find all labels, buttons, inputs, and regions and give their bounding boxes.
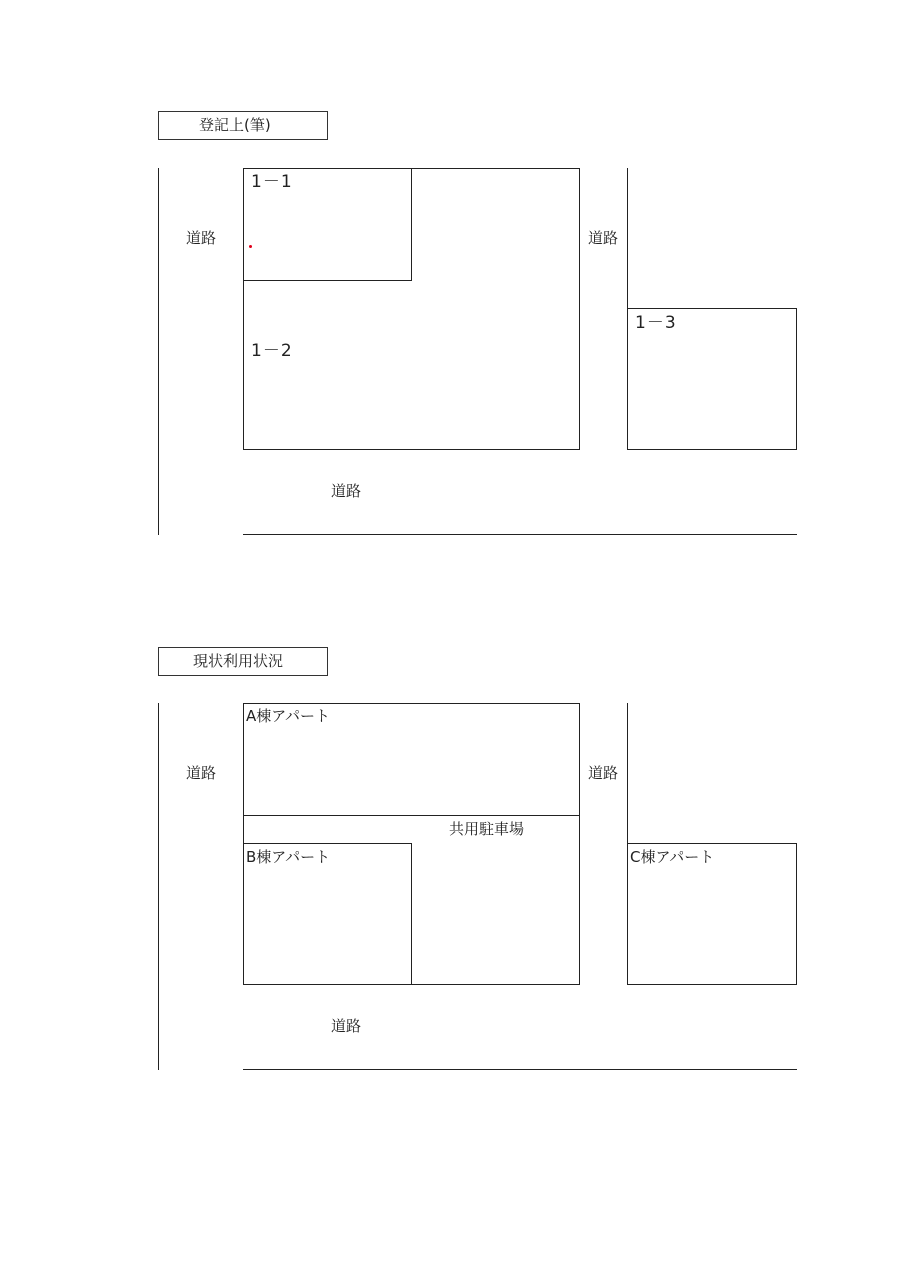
road-right-label: 道路 — [588, 229, 619, 247]
road-right-label-2: 道路 — [588, 764, 619, 782]
lot-1-2-label: 1－2 — [251, 341, 293, 361]
left-road-boundary-line-2 — [158, 703, 159, 1070]
location-marker — [249, 245, 252, 248]
lot-1-1-label: 1－1 — [251, 172, 293, 192]
left-road-boundary-line — [158, 168, 159, 535]
shared-parking-label: 共用駐車場 — [449, 820, 525, 838]
building-b-label: B棟アパート — [246, 848, 331, 866]
road-left-label: 道路 — [186, 229, 217, 247]
right-road-boundary-line-2 — [627, 703, 628, 844]
building-a-label: A棟アパート — [246, 707, 331, 725]
road-bottom-label-2: 道路 — [331, 1017, 362, 1035]
road-left-label-2: 道路 — [186, 764, 217, 782]
road-bottom-label: 道路 — [331, 482, 362, 500]
building-a-bottom-line — [243, 815, 580, 816]
current-use-title: 現状利用状況 — [193, 652, 284, 670]
bottom-road-boundary-line — [243, 534, 797, 535]
right-road-boundary-line — [627, 168, 628, 309]
registry-title: 登記上(筆) — [199, 116, 271, 134]
current-use-title-box — [158, 647, 328, 676]
lot-1-3-label: 1－3 — [635, 313, 677, 333]
registry-title-box — [158, 111, 328, 140]
bottom-road-boundary-line-2 — [243, 1069, 797, 1070]
building-c-label: C棟アパート — [630, 848, 715, 866]
